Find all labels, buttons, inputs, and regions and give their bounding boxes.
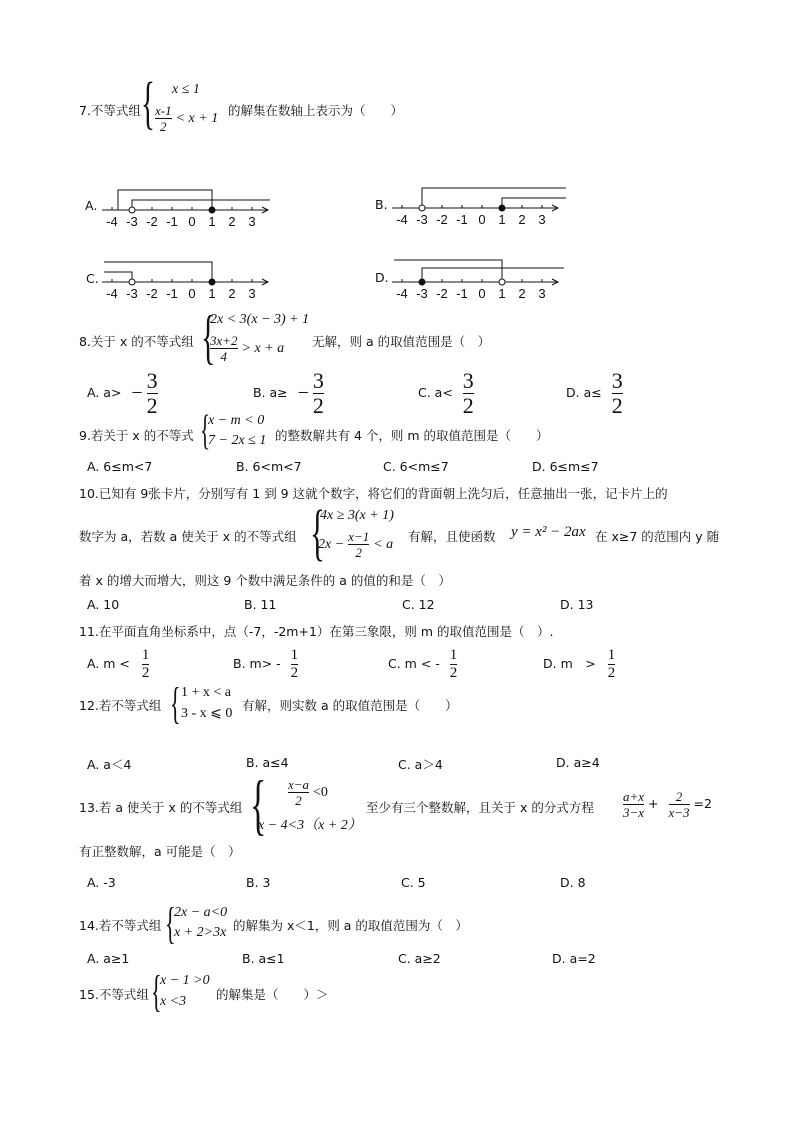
q7-suffix: 的解集在数轴上表示为（ ） [228,103,404,118]
q11-option-b-num: 1 [290,647,299,663]
q7-numberline-c[interactable] [100,254,280,304]
q7-option-c-label[interactable]: C. [86,271,99,286]
closed-point [209,279,215,285]
q13-brace-left: { [250,766,267,842]
q9-suffix: 的整数解共有 4 个，则 m 的取值范围是（ ） [275,428,549,443]
q10-line3: 着 x 的增大而增大，则这 9 个数中满足条件的 a 的值的和是（ ） [79,573,451,588]
q8-option-d[interactable] [566,370,623,417]
q12-prefix: 12.若不等式组 [79,698,162,713]
q13-eq-f2-den: x−3 [668,805,690,820]
q8-option-c-fraction [463,370,474,417]
number-line-tick-label: -4 [396,286,408,301]
q11-option-a[interactable] [87,648,149,681]
q9-line2: 7 − 2x ≤ 1 [208,433,267,448]
q10-sys-line2 [318,530,393,559]
q8-option-c-label: C. a< [418,385,453,400]
number-line-tick-label: -4 [106,286,118,301]
q8-line2 [210,334,284,363]
q15-brace: { [151,967,162,1016]
q8-option-a-num: 3 [146,368,158,393]
q13-eq-f1-den: 3−x [623,805,645,820]
q7-frac-num: x-1 [155,103,172,118]
solution-ray [394,260,502,282]
q8-option-b[interactable] [253,370,324,417]
q9-option-c[interactable]: C. 6<m≤7 [383,459,449,474]
number-line-tick-label: 3 [538,286,546,301]
open-point [129,207,135,213]
number-line-tick-label: 0 [478,286,486,301]
q10-sys-line1: 4x ≥ 3(x + 1) [320,508,394,523]
number-line-tick-label: -1 [166,214,178,229]
q11-option-b-label: B. m> - [233,656,281,671]
q7-brace: { [141,70,155,135]
q11-option-c-den: 2 [449,665,458,681]
q12-line1: 1 + x < a [181,685,232,700]
q11-option-a-fraction [142,648,150,681]
number-line-tick-label: -2 [146,214,158,229]
q14-option-a[interactable]: A. a≥1 [87,951,130,966]
number-line-tick-label: 3 [248,214,256,229]
q11-option-b[interactable] [233,648,298,681]
q12-option-b[interactable]: B. a≤4 [246,755,289,770]
q10-line2-mid: 有解，且使函数 [408,529,496,544]
q10-line2-suffix: 在 x≥7 的范围内 y 随 [595,529,720,544]
q13-line1 [288,778,328,807]
solution-ray [422,268,564,282]
q7-option-d-label[interactable]: D. [375,270,389,285]
q11-option-c-label: C. m < - [388,656,440,671]
q8-option-c-den: 2 [462,393,474,418]
q10-frac-num: x−1 [348,529,370,544]
q8-option-a-sign: − [131,382,143,404]
number-line-tick-label: -2 [436,286,448,301]
q14-prefix: 14.若不等式组 [79,918,162,933]
q11-option-c-num: 1 [449,647,458,663]
q10-sys-line2-a: 2x − [318,537,345,552]
q13-eq-f2-num: 2 [675,789,683,804]
q8-option-b-label: B. a≥ [253,385,288,400]
q13-line1-rest: <0 [313,785,328,800]
q15-prefix: 15.不等式组 [79,987,149,1002]
q14-option-d[interactable]: D. a=2 [552,951,596,966]
number-line-tick-label: -4 [396,212,408,227]
q8-option-d-den: 2 [611,393,623,418]
q13-option-b[interactable]: B. 3 [246,875,271,890]
number-line-tick-label: 2 [228,286,236,301]
q11-option-d-den: 2 [607,665,616,681]
q13-equation [623,790,712,819]
q7-option-a-label[interactable]: A. [85,198,98,213]
q8-option-c-num: 3 [462,368,474,393]
q13-line2-text: 有正整数解，a 可能是（ ） [79,844,241,859]
number-line-tick-label: 1 [498,212,506,227]
q14-option-b[interactable]: B. a≤1 [242,951,285,966]
q8-option-b-sign: − [297,382,309,404]
q8-brace: { [201,304,216,370]
q8-option-b-fraction [313,370,324,417]
q15-suffix: 的解集是（ ）＞ [216,987,329,1002]
number-line-tick-label: -3 [126,286,138,301]
number-line-tick-label: 2 [518,286,526,301]
q12-option-c[interactable]: C. a＞4 [398,757,443,772]
q8-option-d-fraction [612,370,623,417]
q11-option-b-fraction [291,648,299,681]
number-line-tick-label: 1 [208,286,216,301]
q8-option-a-den: 2 [146,393,158,418]
q11-option-c[interactable] [388,648,457,681]
q10-option-a[interactable]: A. 10 [87,597,120,612]
q13-line2: x − 4<3（x + 2） [258,818,362,833]
number-line-tick-label: 3 [248,286,256,301]
q14-option-c[interactable]: C. a≥2 [398,951,441,966]
q13-eq-fraction-2 [669,790,690,819]
q10-brace: { [310,499,325,567]
q8-fraction [210,334,238,363]
q7-numberline-a[interactable] [100,182,280,232]
q8-option-a-fraction [147,370,158,417]
q11-option-c-fraction [450,648,458,681]
q7-line2 [155,104,218,133]
q7-numberline-d[interactable] [390,254,575,304]
number-line-tick-label: -1 [456,212,468,227]
q8-option-c[interactable] [418,370,474,417]
number-line-tick-label: 3 [538,212,546,227]
q12-suffix: 有解，则实数 a 的取值范围是（ ） [242,698,458,713]
q10-line2-prefix: 数字为 a，若数 a 使关于 x 的不等式组 [79,529,297,544]
q13-option-c[interactable]: C. 5 [401,875,426,890]
q13-eq-f1-num: a+x [623,789,645,804]
q9-brace: { [200,408,211,454]
q7-line1: x ≤ 1 [172,82,200,97]
q11-option-b-den: 2 [290,665,299,681]
solution-ray [502,198,566,208]
q7-line2-rest: < x + 1 [175,111,219,126]
q13-option-d[interactable]: D. 8 [560,875,586,890]
q11-option-d-num: 1 [607,647,616,663]
solution-ray [104,272,132,282]
number-line-tick-label: -3 [416,286,428,301]
q9-option-d[interactable]: D. 6≤m≤7 [532,459,599,474]
number-line-tick-label: 1 [208,214,216,229]
q14-line2: x + 2>3x [174,925,227,940]
q8-line1: 2x < 3(x − 3) + 1 [210,312,310,327]
q11-option-d-fraction [608,648,616,681]
open-point [499,279,505,285]
q12-brace: { [170,679,181,728]
q8-line2-rest: > x + a [241,341,285,356]
q11-option-a-label: A. m < [87,656,130,671]
q8-option-a-label: A. a> [87,385,122,400]
q8-suffix: 无解，则 a 的取值范围是（ ） [312,334,491,349]
q10-option-c[interactable]: C. 12 [402,597,435,612]
number-line-tick-label: 0 [478,212,486,227]
closed-point [419,279,425,285]
q9-option-b[interactable]: B. 6<m<7 [236,459,302,474]
number-line-tick-label: -2 [146,286,158,301]
q8-option-a[interactable] [87,370,158,417]
number-line-tick-label: -3 [126,214,138,229]
q13-eq-rest: =2 [693,796,712,811]
q10-option-d[interactable]: D. 13 [560,597,594,612]
number-line-tick-label: 1 [498,286,506,301]
open-point [129,279,135,285]
q8-option-d-num: 3 [611,368,623,393]
number-line-tick-label: -4 [106,214,118,229]
q11-option-a-den: 2 [141,665,150,681]
number-line-tick-label: 2 [228,214,236,229]
q11-text: 11.在平面直角坐标系中，点（-7，-2m+1）在第三象限，则 m 的取值范围是（ ）. [79,624,554,639]
q11-option-d[interactable] [543,648,615,681]
number-line-tick-label: 0 [188,286,196,301]
q9-line1: x − m < 0 [208,413,265,428]
q13-eq-plus: + [648,796,659,811]
number-line-tick-label: -1 [456,286,468,301]
q13-fraction [288,778,309,807]
q8-option-b-den: 2 [312,393,324,418]
number-line-tick-label: 2 [518,212,526,227]
closed-point [499,205,505,211]
q13-frac-num: x−a [288,777,310,792]
q13-option-a[interactable]: A. -3 [87,875,116,890]
solution-ray [132,200,270,210]
q8-option-b-num: 3 [312,368,324,393]
q7-frac-den: 2 [160,119,167,134]
q10-frac-den: 2 [355,545,362,560]
number-line-tick-label: -2 [436,212,448,227]
q7-prefix: 7.不等式组 [79,103,141,118]
q13-mid: 至少有三个整数解，且关于 x 的分式方程 [366,800,594,815]
q14-suffix: 的解集为 x＜1，则 a 的取值范围为（ ） [233,918,468,933]
q15-line1: x − 1 >0 [160,973,210,988]
q10-sys-line2-b: < a [373,537,394,552]
number-line-tick-label: -3 [416,212,428,227]
q8-frac-den: 4 [220,349,228,364]
q10-line1: 10.已知有 9张卡片，分别写有 1 到 9 这就个数字，将它们的背面朝上洗匀后，任意抽出一张，记卡片上的 [79,486,668,501]
open-point [419,205,425,211]
q9-prefix: 9.若关于 x 的不等式 [79,428,194,443]
q10-fraction [348,530,369,559]
q9-option-a[interactable]: A. 6≤m<7 [87,459,153,474]
q8-prefix: 8.关于 x 的不等式组 [79,334,194,349]
q8-option-d-label: D. a≤ [566,385,602,400]
q14-brace: { [165,899,176,948]
number-line-tick-label: 0 [188,214,196,229]
q7-numberline-b[interactable] [390,180,570,230]
q13-eq-fraction-1 [623,790,644,819]
q7-option-b-label[interactable]: B. [375,197,388,212]
q8-frac-num: 3x+2 [210,333,238,348]
q7-fraction [155,104,172,133]
q12-option-a[interactable]: A. a＜4 [87,757,132,772]
q15-line2: x <3 [160,994,187,1009]
q14-line1: 2x − a<0 [174,905,228,920]
q10-function: y = x² − 2ax [511,524,586,540]
q13-prefix: 13.若 a 使关于 x 的不等式组 [79,800,243,815]
q11-option-d-label: D. m > [543,656,596,671]
q11-option-a-num: 1 [141,647,150,663]
q13-frac-den: 2 [295,793,302,808]
number-line-tick-label: -1 [166,286,178,301]
q12-option-d[interactable]: D. a≥4 [556,755,600,770]
q12-line2: 3 - x ⩽ 0 [181,706,233,721]
closed-point [209,207,215,213]
q10-option-b[interactable]: B. 11 [244,597,277,612]
